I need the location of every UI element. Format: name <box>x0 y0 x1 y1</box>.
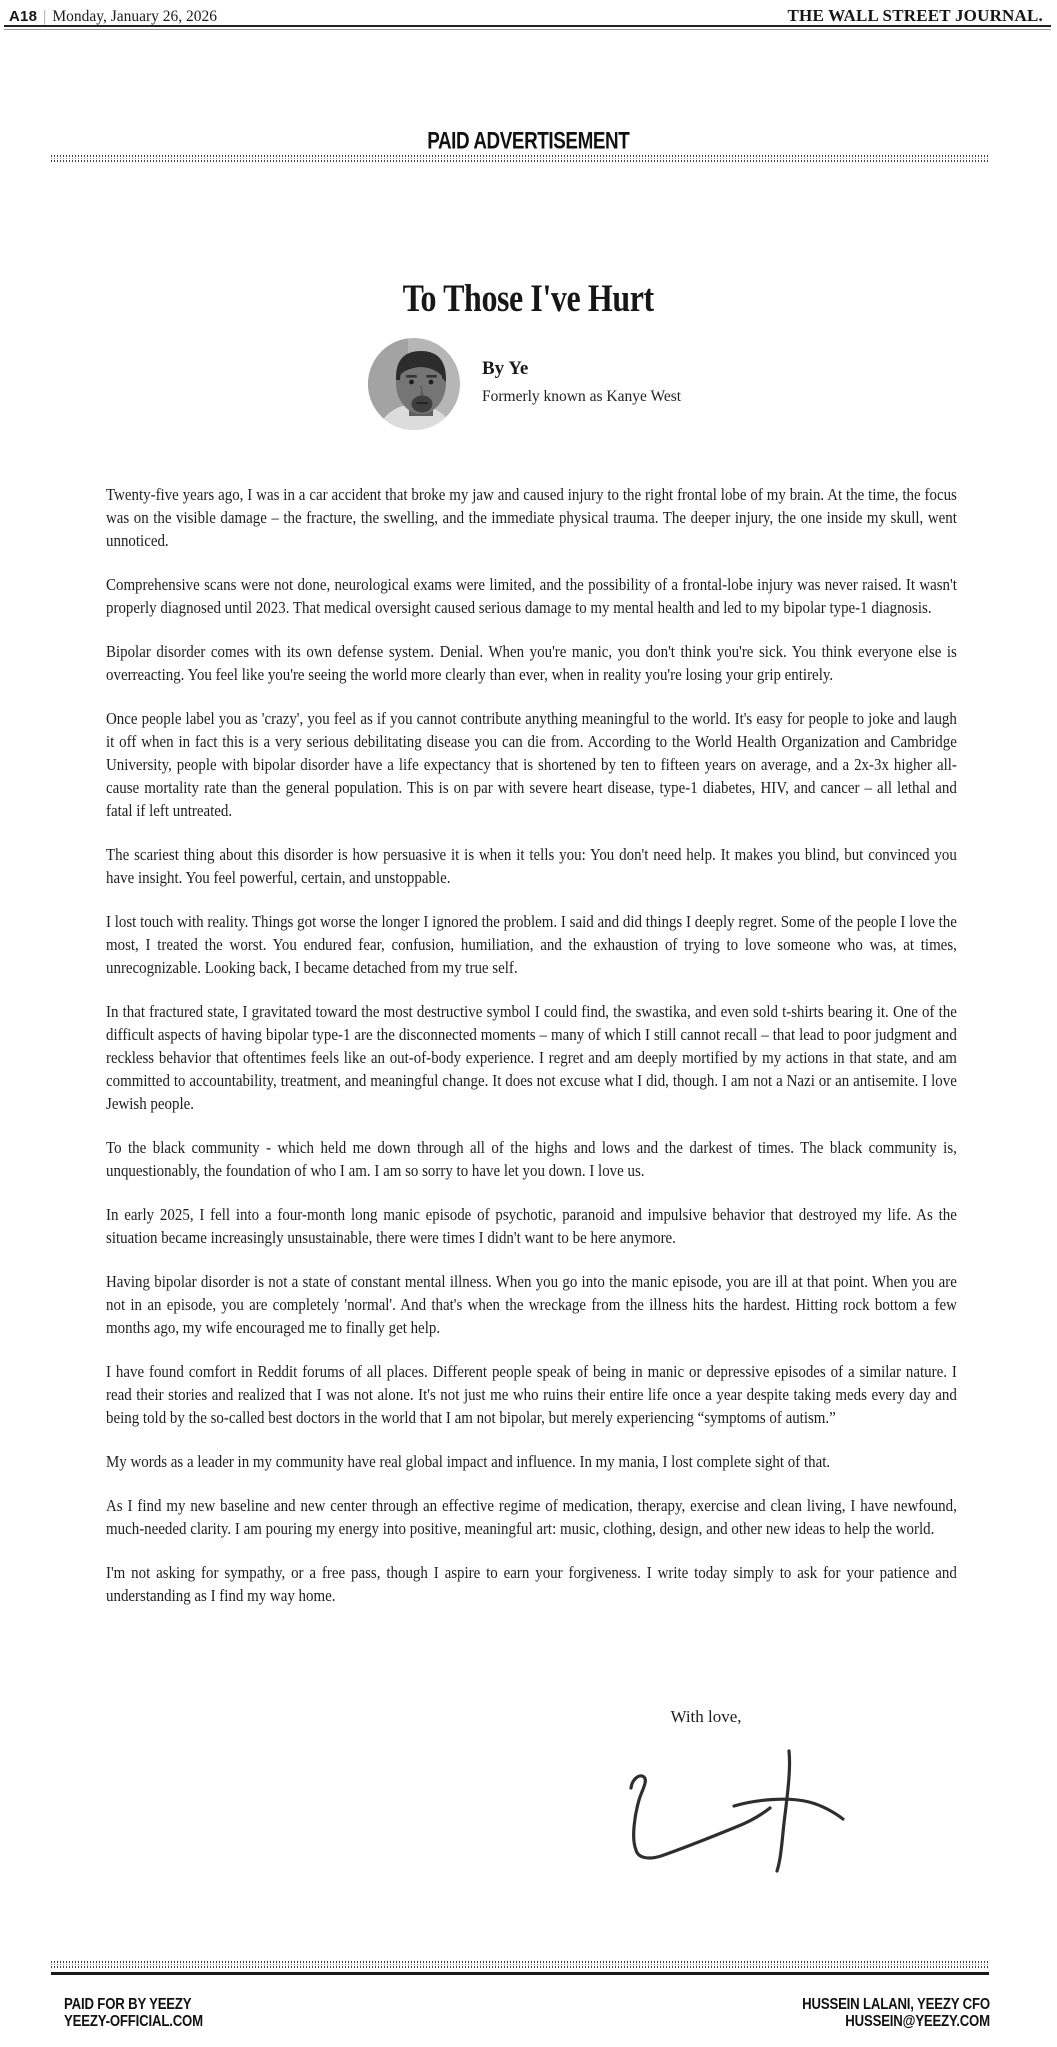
footer-website-label: YEEZY-OFFICIAL.COM <box>64 2012 203 2030</box>
footer-right-block <box>802 1997 990 2030</box>
letter-paragraph: I lost touch with reality. Things got worse the longer I ignored the problem. I said and did things I deeply regret. Some of the people I love the most, I treated the worst. You endured fear, confusion, humiliation, and the exhaustion of trying to love someone who was, at times, unrecognizable. Looking back, I became detached from my true self. <box>106 912 957 977</box>
footer-divider <box>51 1972 989 1975</box>
footer-paid-for-label: PAID FOR BY YEEZY <box>64 1996 192 2013</box>
masthead-title: THE WALL STREET JOURNAL. <box>787 6 1043 25</box>
closing-label: With love, <box>670 1707 742 1726</box>
letter-body <box>106 483 957 1628</box>
letter-paragraph: My words as a leader in my community have real global impact and influence. In my mania, I lost complete sight of that. <box>106 1452 831 1471</box>
letter-paragraph: Twenty-five years ago, I was in a car accident that broke my jaw and caused injury to the right frontal lobe of my brain. At the time, the focus was on the visible damage – the fracture, the swelling, and the immediate physical trauma. The deeper injury, the one inside my skull, went unnoticed. <box>106 485 957 550</box>
byline-author: By Ye <box>482 358 529 379</box>
letter-paragraph: Bipolar disorder comes with its own defense system. Denial. When you're manic, you don't think you're sick. You think everyone else is overreacting. You feel like you're seeing the world more clearly than ever, when in reality you're losing your grip entirely. <box>106 642 957 684</box>
footer-left-block <box>64 1997 203 2030</box>
dotted-divider-bottom <box>51 1961 989 1968</box>
author-portrait-image <box>368 338 460 430</box>
article-title: To Those I've Hurt <box>402 277 655 320</box>
letter-paragraph: Having bipolar disorder is not a state of constant mental illness. When you go into the manic episode, you are ill at that point. When you are not in an episode, you are completely 'normal'. And that's when the wreckage from the illness hits the hardest. Hitting rock bottom a few months ago, my wife encouraged me to finally get help. <box>106 1272 957 1337</box>
letter-paragraph: In that fractured state, I gravitated toward the most destructive symbol I could find, the swastika, and even sold t-shirts bearing it. One of the difficult aspects of having bipolar type-1 are the disconnected moments – many of which I still cannot recall – that lead to poor judgment and reckless behavior that oftentimes feels like an out-of-body experience. I regret and am deeply mortified by my actions in that state, and am committed to accountability, treatment, and meaningful change. It does not excuse what I did, though. I am not a Nazi or an antisemite. I love Jewish people. <box>106 1002 957 1113</box>
footer-contact-name-label: HUSSEIN LALANI, YEEZY CFO <box>802 1996 990 2013</box>
ad-label-row <box>0 127 1057 154</box>
ye-signature-image <box>598 1738 860 1890</box>
letter-paragraph: The scariest thing about this disorder is how persuasive it is when it tells you: You don't need help. It makes you blind, but convinced you have insight. You feel powerful, certain, and unstoppable. <box>106 845 957 887</box>
masthead-divider <box>4 25 1051 30</box>
letter-paragraph: As I find my new baseline and new center through an effective regime of medication, therapy, exercise and clean living, I have newfound, much-needed clarity. I am pouring my energy into positive, meaningful art: music, clothing, design, and other new ideas to help the world. <box>106 1496 957 1538</box>
byline-subtitle: Formerly known as Kanye West <box>482 388 682 405</box>
letter-paragraph: I have found comfort in Reddit forums of all places. Different people speak of being in manic or depressive episodes of a similar nature. I read their stories and realized that I was not alone. It's not just me who ruins their entire life once a year despite taking meds every day and being told by the so-called best doctors in the world that I am not bipolar, but merely experiencing “symptoms of autism.” <box>106 1362 957 1427</box>
paid-advertisement-label: PAID ADVERTISEMENT <box>427 126 630 154</box>
footer-contact-email-label: HUSSEIN@YEEZY.COM <box>845 2012 990 2030</box>
masthead-separator: | <box>43 8 47 25</box>
masthead-row <box>9 6 1043 26</box>
letter-paragraph: Comprehensive scans were not done, neurological exams were limited, and the possibility of a frontal-lobe injury was never raised. It wasn't properly diagnosed until 2023. That medical oversight caused serious damage to my mental health and led to my bipolar type-1 diagnosis. <box>106 575 957 617</box>
masthead-left <box>9 8 217 26</box>
article-title-row <box>0 276 1057 321</box>
letter-paragraph: Once people label you as 'crazy', you feel as if you cannot contribute anything meaningful to the world. It's easy for people to joke and laugh it off when in fact this is a very serious debilitating disease you can die from. According to the World Health Organization and Cambridge University, people with bipolar disorder have a life expectancy that is shortened by ten to fifteen years on average, and a 2x-3x higher all-cause mortality rate than the general population. This is on par with severe heart disease, type-1 diabetes, HIV, and cancer – all lethal and fatal if left untreated. <box>106 709 957 820</box>
letter-paragraph: To the black community - which held me down through all of the highs and lows and the darkest of times. The black community is, unquestionably, the foundation of who I am. I am so sorry to have let you down. I love us. <box>106 1138 957 1180</box>
page-number-label: A18 <box>9 8 38 25</box>
dotted-divider-top <box>51 155 989 162</box>
letter-paragraph: In early 2025, I fell into a four-month long manic episode of psychotic, paranoid and impulsive behavior that destroyed my life. As the situation became increasingly unsustainable, there were times I didn't want to be here anymore. <box>106 1205 957 1247</box>
date-label: Monday, January 26, 2026 <box>52 8 218 25</box>
letter-paragraph: I'm not asking for sympathy, or a free pass, though I aspire to earn your forgiveness. I write today simply to ask for your patience and understanding as I find my way home. <box>106 1563 957 1605</box>
